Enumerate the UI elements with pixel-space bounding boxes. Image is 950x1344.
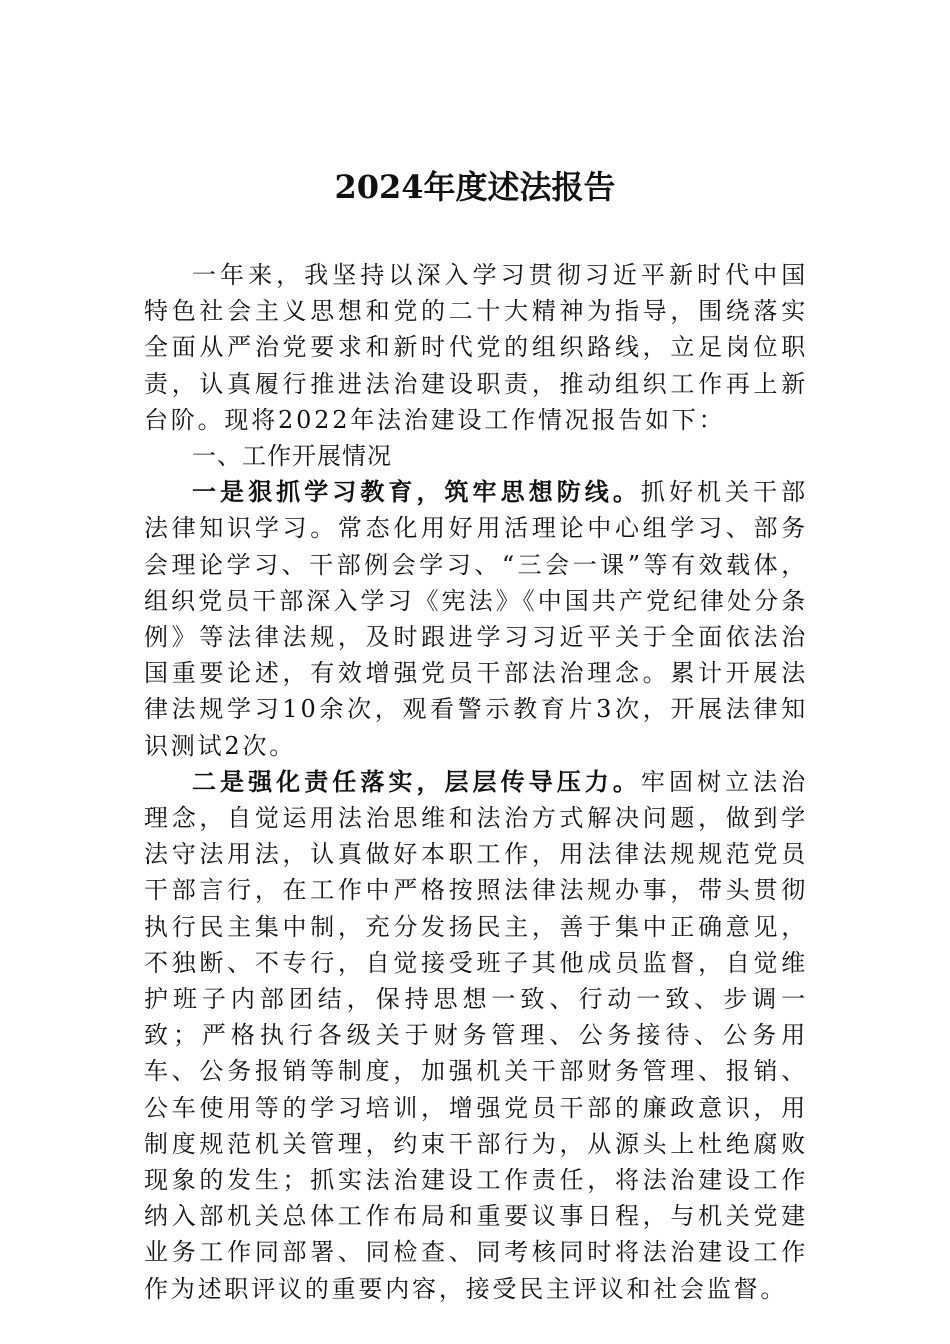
intro-paragraph: 一年来，我坚持以深入学习贯彻习近平新时代中国特色社会主义思想和党的二十大精神为指导，围绕落实全面从严治党要求和新时代党的组织路线，立足岗位职责，认真履行推进法治建设职责，推动组织工作再上新台阶。现将2022年法治建设工作情况报告如下：	[144, 261, 808, 434]
paragraph-study	[144, 474, 808, 764]
section-heading: 一、工作开展情况	[192, 442, 392, 471]
document-body	[144, 257, 808, 1307]
paragraph-text: 抓好机关干部法律知识学习。常态化用好用活理论中心组学习、部务会理论学习、干部例会学习、“三会一课”等有效载体，组织党员干部深入学习《宪法》《中国共产党纪律处分条例》等法律法规，及时跟进学习习近平关于全面依法治国重要论述，有效增强党员干部法治理念。累计开展法律法规学习10余次，观看警示教育片3次，开展法律知识测试2次。	[144, 478, 808, 760]
paragraph-responsibility	[144, 764, 808, 1307]
paragraph-text: 牢固树立法治理念，自觉运用法治思维和法治方式解决问题，做到学法守法用法，认真做好本职工作，用法律法规规范党员干部言行，在工作中严格按照法律法规办事，带头贯彻执行民主集中制，充分发扬民主，善于集中正确意见，不独断、不专行，自觉接受班子其他成员监督，自觉维护班子内部团结，保持思想一致、行动一致、步调一致；严格执行各级关于财务管理、公务接待、公务用车、公务报销等制度，加强机关干部财务管理、报销、公车使用等的学习培训，增强党员干部的廉政意识，用制度规范机关管理，约束干部行为，从源头上杜绝腐败现象的发生；抓实法治建设工作责任，将法治建设工作纳入部机关总体工作布局和重要议事日程，与机关党建业务工作同部署、同检查、同考核同时将法治建设工作作为述职评议的重要内容，接受民主评议和社会监督。	[144, 767, 808, 1303]
paragraph-lead: 一是狠抓学习教育，筑牢思想防线。	[192, 477, 641, 507]
paragraph-lead: 二是强化责任落实，层层传导压力。	[192, 766, 641, 796]
document-title: 2024年度述法报告	[334, 168, 616, 206]
